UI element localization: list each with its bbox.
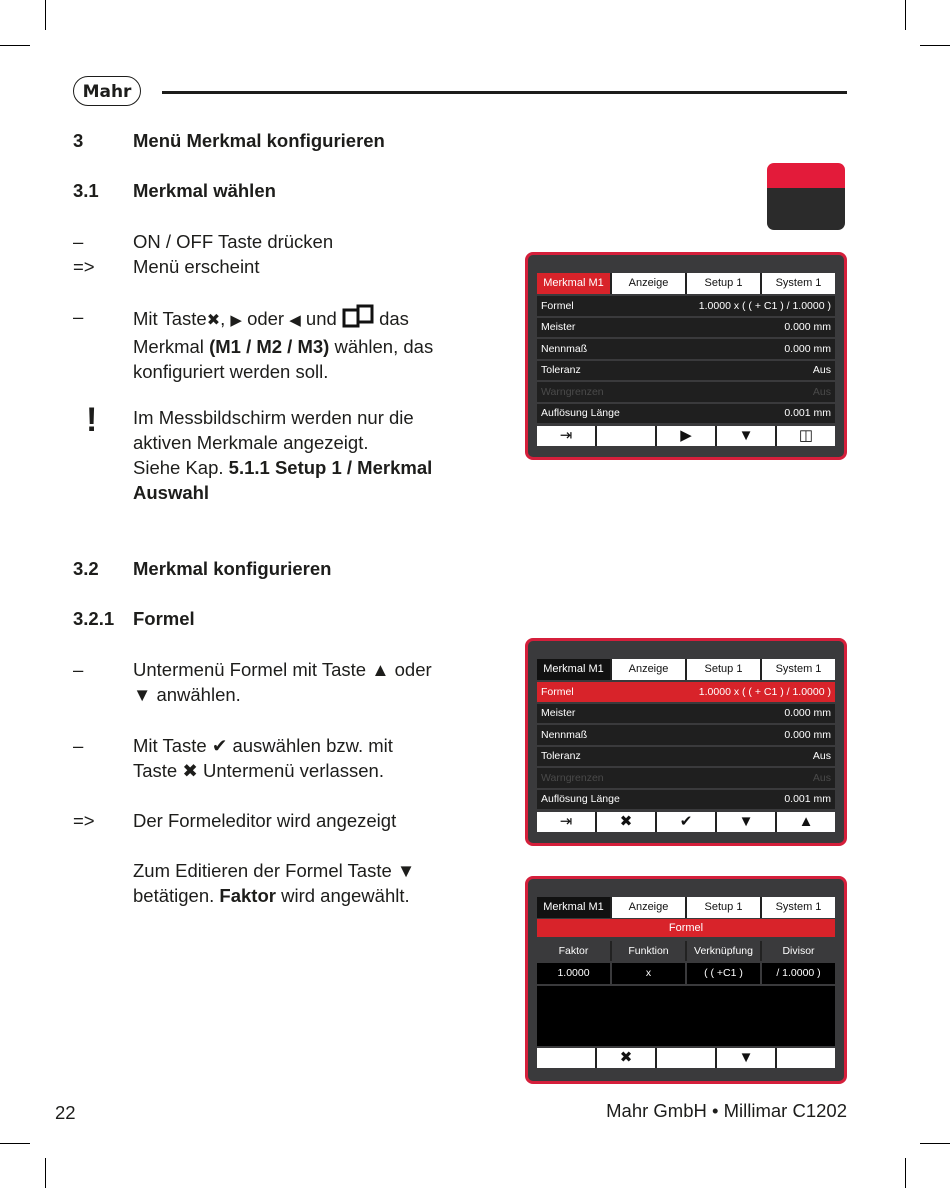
- up-arrow-icon: ▲: [371, 659, 390, 680]
- right-arrow-icon: ▶: [230, 312, 242, 329]
- softkey-empty: [597, 426, 657, 446]
- tab-anzeige[interactable]: Anzeige: [612, 897, 687, 918]
- note-text: Im Messbildschirm werden nur die aktiven Merkmale angezeigt. Siehe Kap. 5.1.1 Setup 1 / Merkmal Auswahl: [133, 407, 433, 503]
- section-title: Merkmal konfigurieren: [133, 558, 332, 579]
- value-funktion[interactable]: x: [612, 963, 687, 984]
- header-divisor: Divisor: [762, 941, 835, 961]
- softkey-empty: [537, 1048, 597, 1068]
- section-title: Menü Merkmal konfigurieren: [133, 130, 385, 151]
- menu-row-meister[interactable]: Meister 0.000 mm: [537, 704, 835, 724]
- left-arrow-icon: ◀: [289, 312, 301, 329]
- screen-tabs: [537, 273, 835, 294]
- bullet-dash: –: [73, 306, 84, 327]
- footer-company: Mahr GmbH • Millimar C1202: [606, 1100, 847, 1121]
- step-paragraph: Mit Taste✖, ▶ oder ◀ und das Merkmal (M1 / M2 / M3) wählen, das konfiguriert werden soll.: [133, 304, 463, 384]
- device-screen-menu: [525, 252, 847, 460]
- cross-icon[interactable]: ✖: [597, 812, 657, 832]
- menu-list: [537, 682, 835, 811]
- bullet-arrow: =>: [73, 810, 95, 831]
- formula-values: [537, 963, 835, 984]
- step-paragraph: Untermenü Formel mit Taste ▲ oder ▼ anwählen.: [133, 659, 432, 705]
- cross-icon: ✖: [182, 760, 198, 781]
- menu-row-meister[interactable]: Meister 0.000 mm: [537, 318, 835, 338]
- formula-header: [537, 941, 835, 961]
- menu-row-nennmass[interactable]: Nennmaß 0.000 mm: [537, 339, 835, 359]
- step-text: ON / OFF Taste drücken: [133, 231, 334, 252]
- softkey-bar: [537, 812, 835, 832]
- down-arrow-icon[interactable]: ▼: [717, 1048, 777, 1068]
- section-title: Formel: [133, 608, 195, 629]
- section-number: 3.1: [73, 180, 99, 201]
- tab-merkmal[interactable]: Merkmal M1: [537, 659, 612, 680]
- bullet-arrow: =>: [73, 256, 95, 277]
- crop-mark: [920, 45, 950, 46]
- screen-tabs: [537, 659, 835, 680]
- on-off-key: [767, 163, 845, 230]
- tab-anzeige[interactable]: Anzeige: [612, 273, 687, 294]
- menu-row-nennmass[interactable]: Nennmaß 0.000 mm: [537, 725, 835, 745]
- section-title: Merkmal wählen: [133, 180, 276, 201]
- menu-row-aufloesung[interactable]: Auflösung Länge 0.001 mm: [537, 790, 835, 810]
- menu-row-toleranz[interactable]: Toleranz Aus: [537, 747, 835, 767]
- crop-mark: [905, 0, 906, 30]
- check-icon[interactable]: ✔: [657, 812, 717, 832]
- header-rule: [162, 91, 847, 94]
- step-text: Menü erscheint: [133, 256, 260, 277]
- bullet-dash: –: [73, 231, 84, 252]
- header-faktor: Faktor: [537, 941, 612, 961]
- down-arrow-icon[interactable]: ▼: [717, 812, 777, 832]
- step-paragraph: Zum Editieren der Formel Taste ▼ betätigen. Faktor wird angewählt.: [133, 860, 416, 906]
- step-text: Der Formeleditor wird angezeigt: [133, 810, 397, 831]
- pages-icon[interactable]: ◫: [777, 426, 835, 446]
- crop-mark: [0, 45, 30, 46]
- menu-row-formel[interactable]: Formel 1.0000 x ( ( + C1 ) / 1.0000 ): [537, 296, 835, 316]
- tab-system[interactable]: System 1: [762, 897, 835, 918]
- menu-row-aufloesung[interactable]: Auflösung Länge 0.001 mm: [537, 404, 835, 424]
- softkey-bar: [537, 1048, 835, 1068]
- tab-setup[interactable]: Setup 1: [687, 897, 762, 918]
- cross-icon[interactable]: ✖: [597, 1048, 657, 1068]
- softkey-empty: [657, 1048, 717, 1068]
- crop-mark: [45, 1158, 46, 1188]
- pages-icon: [342, 304, 374, 334]
- crop-mark: [905, 1158, 906, 1188]
- formula-empty-area: [537, 986, 835, 1046]
- menu-row-warngrenzen: Warngrenzen Aus: [537, 768, 835, 788]
- menu-list: [537, 296, 835, 425]
- page-number: 22: [55, 1102, 76, 1123]
- step-paragraph: Mit Taste ✔ auswählen bzw. mit Taste ✖ Untermenü verlassen.: [133, 735, 393, 781]
- tab-setup[interactable]: Setup 1: [687, 273, 762, 294]
- down-arrow-icon: ▼: [133, 684, 152, 705]
- device-screen-formula-editor: [525, 876, 847, 1084]
- value-divisor[interactable]: / 1.0000 ): [762, 963, 835, 984]
- formula-title: Formel: [537, 919, 835, 937]
- softkey-empty: [777, 1048, 835, 1068]
- header-verknuepfung: Verknüpfung: [687, 941, 762, 961]
- exit-icon[interactable]: ⇥: [537, 426, 597, 446]
- tab-merkmal[interactable]: Merkmal M1: [537, 273, 612, 294]
- crop-mark: [0, 1143, 30, 1144]
- menu-row-warngrenzen: Warngrenzen Aus: [537, 382, 835, 402]
- section-number: 3.2.1: [73, 608, 115, 629]
- tab-anzeige[interactable]: Anzeige: [612, 659, 687, 680]
- warning-icon: !: [86, 401, 98, 439]
- down-arrow-icon: ▼: [396, 860, 416, 881]
- header-funktion: Funktion: [612, 941, 687, 961]
- tab-system[interactable]: System 1: [762, 659, 835, 680]
- crop-mark: [45, 0, 46, 30]
- menu-row-formel[interactable]: Formel 1.0000 x ( ( + C1 ) / 1.0000 ): [537, 682, 835, 702]
- value-faktor[interactable]: 1.0000: [537, 963, 612, 984]
- tab-merkmal[interactable]: Merkmal M1: [537, 897, 612, 918]
- tab-setup[interactable]: Setup 1: [687, 659, 762, 680]
- menu-row-toleranz[interactable]: Toleranz Aus: [537, 361, 835, 381]
- device-screen-formel-selected: [525, 638, 847, 846]
- value-verknuepfung[interactable]: ( ( +C1 ): [687, 963, 762, 984]
- mahr-logo: Mahr: [73, 76, 141, 106]
- bullet-dash: –: [73, 659, 84, 680]
- section-number: 3.2: [73, 558, 99, 579]
- crop-mark: [920, 1143, 950, 1144]
- cross-icon: ✖: [206, 312, 221, 329]
- screen-tabs: [537, 897, 835, 918]
- exit-icon[interactable]: ⇥: [537, 812, 597, 832]
- down-arrow-icon[interactable]: ▼: [717, 426, 777, 446]
- up-arrow-icon[interactable]: ▲: [777, 812, 835, 832]
- right-arrow-icon[interactable]: ▶: [657, 426, 717, 446]
- check-icon: ✔: [211, 735, 228, 756]
- tab-system[interactable]: System 1: [762, 273, 835, 294]
- section-number: 3: [73, 130, 84, 151]
- softkey-bar: [537, 426, 835, 446]
- bullet-dash: –: [73, 735, 84, 756]
